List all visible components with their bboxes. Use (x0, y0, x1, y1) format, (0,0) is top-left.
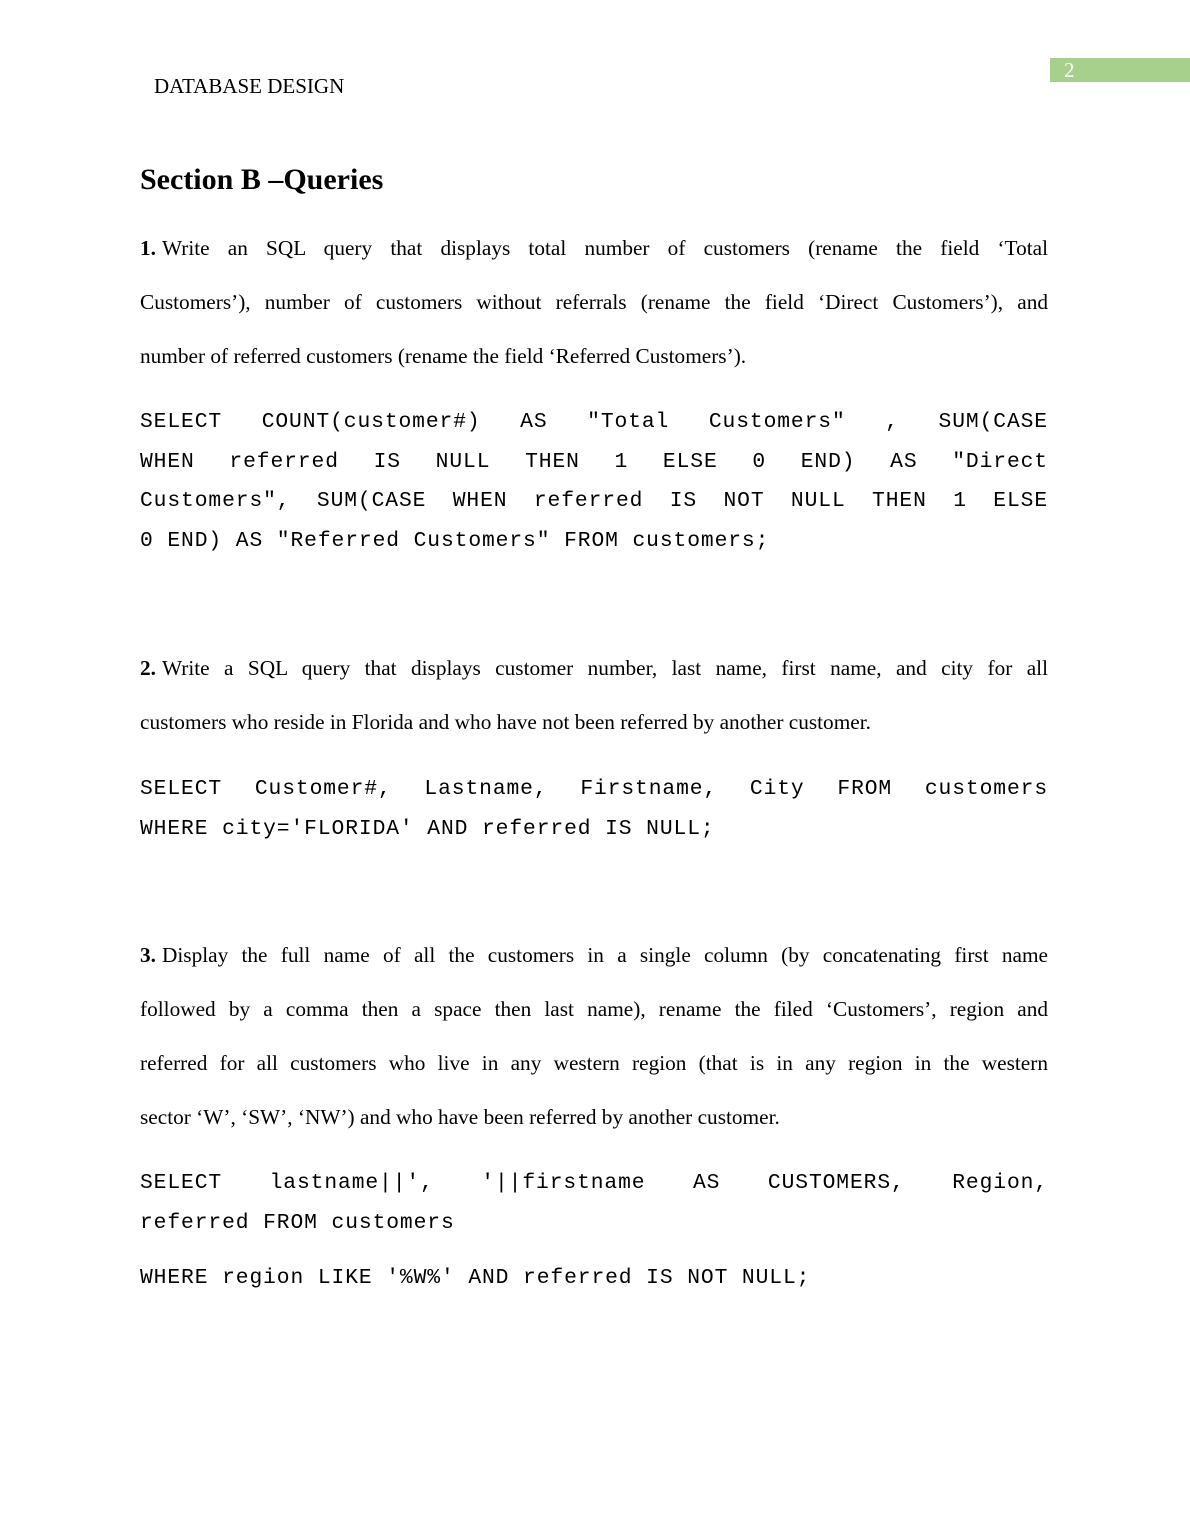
text-line: Customers’), number of customers without referrals (rename the field ‘Direct Customers’), and (140, 290, 1048, 314)
text-line: 1. Write an SQL query that displays total number of customers (rename the field ‘Total (140, 236, 1048, 260)
code-line: Customers", SUM(CASE WHEN referred IS NOT NULL THEN 1 ELSE (140, 489, 1048, 513)
question-2-text (140, 641, 1048, 749)
question-number: 2. (140, 656, 156, 680)
question-1-code (140, 403, 1048, 561)
question-3-code-where (140, 1259, 1048, 1299)
code-line: 0 END) AS "Referred Customers" FROM customers; (140, 528, 770, 553)
text-line: followed by a comma then a space then last name), rename the filed ‘Customers’, region and (140, 997, 1048, 1021)
question-number: 3. (140, 943, 156, 967)
question-3-code (140, 1164, 1048, 1243)
running-header: DATABASE DESIGN (154, 74, 345, 98)
code-line: WHERE region LIKE '%W%' AND referred IS NOT NULL; (140, 1266, 811, 1290)
page-number-bar (1050, 58, 1190, 82)
section-title: Section B –Queries (140, 163, 384, 196)
code-line: SELECT COUNT(customer#) AS "Total Customers" , SUM(CASE (140, 410, 1048, 434)
code-line: WHEN referred IS NULL THEN 1 ELSE 0 END) AS "Direct (140, 449, 1048, 474)
page-number: 2 (1064, 58, 1075, 82)
code-line: SELECT Customer#, Lastname, Firstname, City FROM customers (140, 777, 1048, 801)
code-line: SELECT lastname||', '||firstname AS CUSTOMERS, Region, (140, 1171, 1048, 1195)
question-3-text (140, 928, 1048, 1144)
text-line: referred for all customers who live in any western region (that is in any region in the western (140, 1051, 1048, 1075)
text-line: 3. Display the full name of all the customers in a single column (by concatenating first name (140, 943, 1048, 967)
text-line: sector ‘W’, ‘SW’, ‘NW’) and who have been referred by another customer. (140, 1105, 780, 1129)
question-1-text (140, 221, 1048, 383)
text-line: customers who reside in Florida and who have not been referred by another customer. (140, 710, 871, 734)
code-line: WHERE city='FLORIDA' AND referred IS NULL; (140, 816, 715, 841)
code-line: referred FROM customers (140, 1210, 455, 1235)
question-2-code (140, 770, 1048, 849)
text-line: 2. Write a SQL query that displays customer number, last name, first name, and city for all (140, 656, 1048, 680)
question-number: 1. (140, 236, 156, 260)
text-line: number of referred customers (rename the field ‘Referred Customers’). (140, 344, 747, 368)
